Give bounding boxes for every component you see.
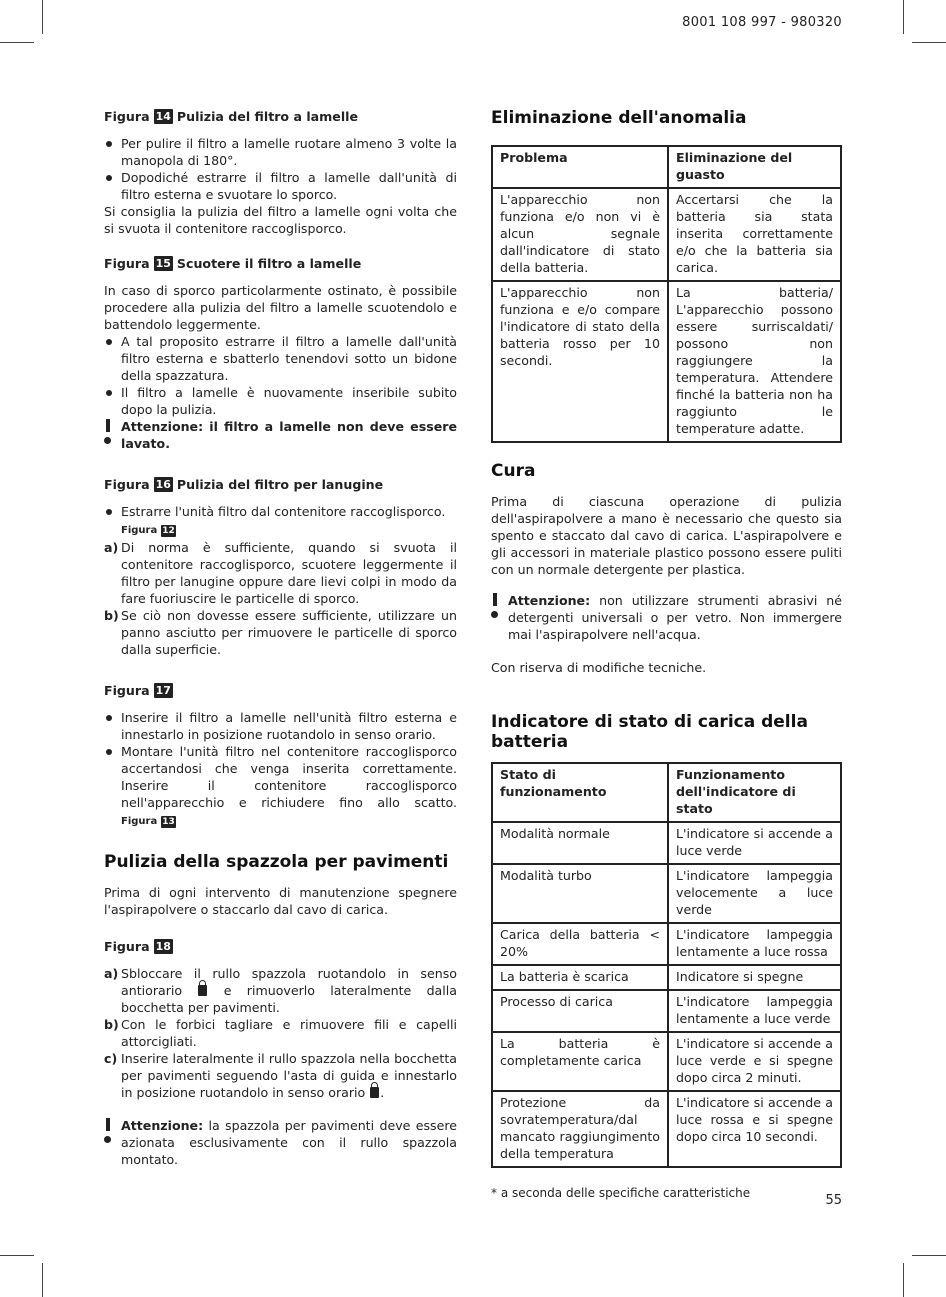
warning-text: Attenzione: il filtro a lamelle non deve essere lavato. (121, 419, 457, 451)
crop-mark (0, 1255, 34, 1256)
figure-15-heading (104, 255, 457, 272)
fault-table (491, 145, 842, 443)
paragraph: Con riserva di modifiche tecniche. (491, 660, 707, 675)
warning-note (104, 1117, 457, 1168)
paragraph: Prima di ciascuna operazione di pulizia dell'aspirapolvere a mano è necessario che questo sia spento e staccato dal cavo di carica. L'aspirapolvere e gli accessori in materiale plastico possono essere puliti con un normale detergente per plastica. (491, 494, 842, 577)
figure-16-heading (104, 476, 457, 493)
table-cell: L'indicatore lampeggia lentamente a luce verde (668, 990, 841, 1032)
figure-label: Figura (121, 525, 158, 536)
list-item (104, 1016, 457, 1050)
right-column (491, 108, 842, 1168)
table-cell: Modalità normale (492, 822, 668, 864)
figure-number-badge: 14 (155, 110, 171, 123)
document-number: 8001 108 997 - 980320 (682, 15, 842, 30)
table-row (492, 965, 841, 990)
step-text: Se ciò non dovesse essere sufficiente, utilizzare un panno asciutto per rimuovere le particelle di sporco dalla superficie. (121, 608, 457, 657)
step-text: Con le forbici tagliare e rimuovere fili e capelli attorcigliati. (121, 1017, 457, 1049)
warning-text: la spazzola per pavimenti deve essere azionata esclusivamente con il rullo spazzola montato. (121, 1118, 457, 1167)
unlock-icon (198, 985, 207, 996)
list-item-text: Estrarre l'unità filtro dal contenitore raccoglisporco. (121, 504, 446, 519)
warning-note (104, 418, 457, 452)
list-item (104, 607, 457, 658)
figure-number-badge: 17 (155, 684, 171, 697)
list-item-text: Montare l'unità filtro nel contenitore raccoglisporco accertandosi che venga inserita correttamente. Inserire il contenitore raccoglisporco nell'apparecchio e richiudere fino allo scatto. (121, 744, 457, 810)
crop-mark (903, 0, 904, 34)
table-cell: L'indicatore lampeggia lentamente a luce rossa (668, 923, 841, 965)
page-number: 55 (825, 1193, 842, 1208)
table-header: Stato di funzionamento (492, 763, 668, 822)
step-text: . (380, 1085, 385, 1100)
figure-number-badge: 13 (162, 816, 175, 827)
crop-mark (42, 1263, 43, 1297)
figure-17-bullets (104, 709, 457, 830)
list-item (104, 965, 457, 1016)
step-letter: b) (104, 1017, 119, 1032)
step-letter: a) (104, 540, 119, 555)
warning-icon (104, 419, 112, 444)
crop-mark (42, 0, 43, 34)
table-cell: L'apparecchio non funziona e/o non vi è alcun segnale dall'indicatore di stato della batteria. (492, 188, 668, 281)
figure-label: Figura (104, 256, 150, 271)
figure-label: Figura (104, 477, 150, 492)
section-title: Eliminazione dell'anomalia (491, 108, 747, 128)
crop-mark (0, 42, 34, 43)
table-row (492, 990, 841, 1032)
table-row (492, 1091, 841, 1167)
figure-label: Figura (104, 109, 150, 124)
paragraph: Prima di ogni intervento di manutenzione spegnere l'aspirapolvere o staccarlo dal cavo di carica. (104, 885, 457, 917)
list-item: Per pulire il filtro a lamelle ruotare almeno 3 volte la manopola di 180°. (104, 135, 457, 169)
list-item: Il filtro a lamelle è nuovamente inseribile subito dopo la pulizia. (104, 384, 457, 418)
figure-16-bullets (104, 503, 457, 539)
figure-18-steps (104, 965, 457, 1101)
step-text: Di norma è sufficiente, quando si svuota il contenitore raccoglisporco, scuotere leggermente il filtro per lanugine oppure dare lievi colpi in modo da fare fuoriuscire le particelle di sporco. (121, 540, 457, 606)
figure-15-bullets (104, 333, 457, 418)
table-cell: L'apparecchio non funziona e e/o compare l'indicatore di stato della batteria rosso per 10 secondi. (492, 281, 668, 442)
table-row (492, 822, 841, 864)
table-header: Eliminazione del guasto (668, 146, 841, 188)
table-header-row (492, 146, 841, 188)
table-cell: La batteria/ L'apparecchio possono essere surriscaldati/ possono non raggiungere la temperatura. Attendere finché la batteria non ha raggiunto le temperature adatte. (668, 281, 841, 442)
figure-number-badge: 15 (155, 257, 171, 270)
table-header-row (492, 763, 841, 822)
figure-18-heading (104, 938, 457, 955)
table-cell: La batteria è scarica (492, 965, 668, 990)
table-cell: Accertarsi che la batteria sia stata inserita correttamente e/o che la batteria sia carica. (668, 188, 841, 281)
table-row (492, 188, 841, 281)
figure-14-heading (104, 108, 457, 125)
warning-text: non utilizzare strumenti abrasivi né detergenti universali o per vetro. Non immergere mai l'aspirapolvere nell'acqua. (508, 593, 842, 642)
list-item: Dopodiché estrarre il filtro a lamelle dall'unità di filtro esterna e svuotare lo sporco. (104, 169, 457, 203)
crop-mark (903, 1263, 904, 1297)
list-item (104, 503, 457, 539)
table-row (492, 864, 841, 923)
crop-mark (912, 1255, 946, 1256)
figure-17-heading (104, 682, 457, 699)
step-letter: c) (104, 1051, 118, 1066)
list-item (104, 743, 457, 830)
section-title: Indicatore di stato di carica della batteria (491, 712, 808, 752)
warning-note (491, 592, 842, 643)
table-cell: Carica della batteria < 20% (492, 923, 668, 965)
figure-title: Pulizia del filtro a lamelle (176, 109, 358, 124)
footnote: * a seconda delle specifiche caratteristiche (491, 1186, 751, 1200)
list-item: Inserire il filtro a lamelle nell'unità filtro esterna e innestarlo in posizione ruotandolo in senso orario. (104, 709, 457, 743)
figure-label: Figura (121, 816, 158, 827)
table-cell: Modalità turbo (492, 864, 668, 923)
warning-label: Attenzione: (121, 1118, 204, 1133)
step-text: e rimuoverlo lateralmente dalla bocchetta per pavimenti. (121, 983, 457, 1015)
figure-number-badge: 16 (155, 478, 171, 491)
section-title: Pulizia della spazzola per pavimenti (104, 852, 449, 872)
figure-title: Scuotere il filtro a lamelle (176, 256, 362, 271)
table-row (492, 923, 841, 965)
paragraph: Si consiglia la pulizia del filtro a lamelle ogni volta che si svuota il contenitore raccoglisporco. (104, 204, 457, 236)
warning-label: Attenzione: (508, 593, 591, 608)
table-cell: La batteria è completamente carica (492, 1032, 668, 1091)
left-column (104, 108, 457, 1168)
figure-label: Figura (104, 683, 150, 698)
figure-title: Pulizia del filtro per lanugine (176, 477, 384, 492)
warning-icon (491, 593, 499, 618)
list-item (104, 1050, 457, 1101)
step-letter: b) (104, 608, 119, 623)
table-cell: Protezione da sovratemperatura/dal mancato raggiungimento della temperatura (492, 1091, 668, 1167)
table-cell: L'indicatore si accende a luce verde e si spegne dopo circa 2 minuti. (668, 1032, 841, 1091)
figure-label: Figura (104, 939, 150, 954)
table-row (492, 281, 841, 442)
table-cell: Processo di carica (492, 990, 668, 1032)
step-letter: a) (104, 966, 119, 981)
figure-14-bullets (104, 135, 457, 203)
table-cell: L'indicatore lampeggia velocemente a luce verde (668, 864, 841, 923)
figure-number-badge: 12 (162, 525, 175, 536)
table-cell: L'indicatore si accende a luce rossa e si spegne dopo circa 10 secondi. (668, 1091, 841, 1167)
figure-16-steps (104, 539, 457, 658)
list-item (104, 539, 457, 607)
table-row (492, 1032, 841, 1091)
table-header: Problema (492, 146, 668, 188)
table-header: Funzionamento dell'indicatore di stato (668, 763, 841, 822)
figure-reference (121, 522, 180, 539)
crop-mark (912, 42, 946, 43)
lock-icon (370, 1087, 379, 1098)
list-item: A tal proposito estrarre il filtro a lamelle dall'unità filtro esterna e sbatterlo tenendovi sotto un bidone della spazzatura. (104, 333, 457, 384)
warning-icon (104, 1118, 112, 1143)
step-text: Inserire lateralmente il rullo spazzola nella bocchetta per pavimenti seguendo l'asta di guida e innestarlo in posizione ruotandolo in senso orario (121, 1051, 457, 1100)
section-title: Cura (491, 461, 536, 481)
indicator-table (491, 762, 842, 1168)
paragraph: In caso di sporco particolarmente ostinato, è possibile procedere alla pulizia del filtro a lamelle scuotendolo e battendolo leggermente. (104, 283, 457, 332)
figure-reference (121, 813, 180, 830)
table-cell: Indicatore si spegne (668, 965, 841, 990)
figure-number-badge: 18 (155, 940, 171, 953)
table-cell: L'indicatore si accende a luce verde (668, 822, 841, 864)
step-text: Sbloccare il rullo spazzola ruotandolo in senso antiorario (121, 966, 457, 998)
